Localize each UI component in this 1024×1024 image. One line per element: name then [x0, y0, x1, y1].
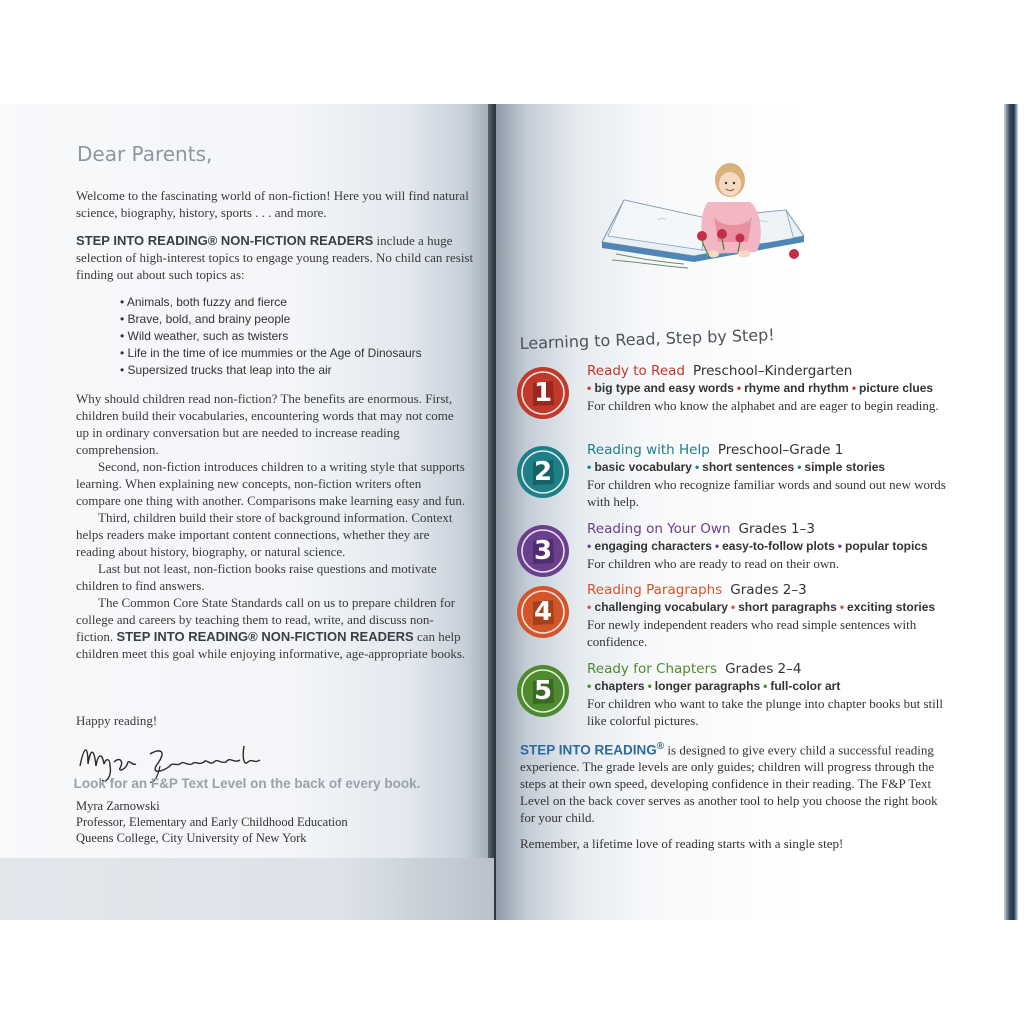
girl-reading-book-illustration [598, 158, 810, 276]
level-4-text [587, 581, 947, 650]
brand-name-inline: STEP INTO READING® NON-FICTION READERS [116, 629, 414, 644]
level-1-description: For children who know the alphabet and are eager to begin reading. [587, 398, 939, 413]
sign-off: Happy reading! [76, 713, 158, 728]
body-paragraph-4: Last but not least, non-fiction books raise questions and motivate children to find answers. [76, 561, 437, 593]
feature: popular topics [845, 539, 928, 553]
body-paragraph-3: Third, children build their store of background information. Context helps readers make important content connections, whether they are reading about history, biography, or natural science. [76, 510, 453, 559]
level-4-description: For newly independent readers who read simple sentences with confidence. [587, 617, 917, 649]
author-name: Myra Zarnowski [76, 799, 160, 813]
greeting-heading: Dear Parents, [77, 142, 213, 166]
step-4-number: 4 [533, 597, 553, 627]
reading-level-4 [516, 581, 956, 653]
level-2-text [587, 441, 947, 510]
footer-band [0, 858, 494, 920]
topic-item: • Brave, bold, and brainy people [120, 311, 422, 328]
body-paragraph-1: Why should children read non-fiction? The benefits are enormous. First, children build their vocabularies, encountering words that may not come up in ordinary conversation but are needed to increase reading comprehension. [76, 391, 454, 457]
level-3-features: • engaging characters • easy-to-follow plots • popular topics [587, 539, 928, 553]
step-1-number: 1 [533, 378, 553, 408]
level-2-heading [587, 441, 947, 459]
level-4-grades: Grades 2–3 [730, 582, 807, 598]
body-paragraph-5 [76, 594, 468, 662]
level-3-name: Reading on Your Own [587, 521, 731, 537]
step-2-number: 2 [533, 457, 553, 487]
closing-text: is designed to give every child a successful reading experience. The grade levels are only guides; children will progress through the steps at their own speed, developing confidence in their reading. The F&P Text Level on the back cover serves as another tool to help you choose the right book for your child. [520, 742, 938, 826]
feature: easy-to-follow plots [722, 539, 835, 553]
topic-item: • Wild weather, such as twisters [120, 328, 422, 345]
feature: picture clues [859, 381, 934, 395]
level-5-grades: Grades 2–4 [725, 661, 802, 677]
cover-edge [1004, 104, 1018, 920]
footer-band-text: Look for an F&P Text Level on the back of every book. [73, 776, 421, 791]
reading-level-1 [516, 362, 956, 434]
feature: basic vocabulary [594, 460, 692, 474]
level-2-grades: Preschool–Grade 1 [717, 442, 844, 458]
closing-paragraph [520, 738, 950, 826]
level-4-name: Reading Paragraphs [587, 582, 723, 598]
topic-item: • Life in the time of ice mummies or the Age of Dinosaurs [120, 345, 422, 362]
feature: big type and easy words [594, 381, 734, 395]
step-3-number: 3 [533, 536, 553, 566]
level-2-description: For children who recognize familiar words and sound out new words with help. [587, 477, 946, 509]
reading-level-2 [516, 441, 956, 513]
reading-level-5 [516, 660, 956, 732]
remember-line: Remember, a lifetime love of reading starts with a single step! [520, 836, 844, 851]
level-4-heading [587, 581, 947, 599]
brand-name: STEP INTO READING® NON-FICTION READERS [76, 233, 374, 248]
level-5-name: Ready for Chapters [587, 661, 718, 677]
intro-paragraph: Welcome to the fascinating world of non-fiction! Here you will find natural science, biography, history, sports . . . and more. [76, 188, 469, 220]
step-5-number: 5 [533, 676, 553, 706]
author-block [76, 798, 348, 846]
level-2-features: • basic vocabulary • short sentences • simple stories [587, 460, 886, 474]
level-5-features: • chapters • longer paragraphs • full-color art [587, 679, 841, 693]
author-title: Professor, Elementary and Early Childhood Education [76, 815, 348, 829]
feature: challenging vocabulary [594, 600, 728, 614]
level-5-description: For children who want to take the plunge into chapter books but still like colorful pictures. [587, 696, 943, 728]
author-affiliation: Queens College, City University of New York [76, 831, 307, 845]
topic-item: • Supersized trucks that leap into the air [120, 362, 422, 379]
section-title: Learning to Read, Step by Step! [519, 325, 775, 353]
body-paragraph-2: Second, non-fiction introduces children to a writing style that supports learning. When explaining new concepts, non-fiction writers often compare one thing with another. Comparisons make learning easy and fun. [76, 459, 466, 508]
level-3-heading [587, 520, 947, 538]
topics-list [120, 294, 422, 379]
registered-mark: ® [656, 741, 665, 752]
feature: longer paragraphs [654, 679, 761, 693]
feature: exciting stories [847, 600, 936, 614]
feature: short paragraphs [738, 600, 837, 614]
body-paragraph-5-start: The Common Core State Standards call on us to prepare children for college and careers by teaching them to read, write, and discuss non-fiction. [76, 595, 456, 644]
level-3-description: For children who are ready to read on their own. [587, 556, 839, 571]
level-3-text [587, 520, 947, 572]
level-5-text [587, 660, 947, 729]
level-1-grades: Preschool–Kindergarten [692, 363, 853, 379]
closing-brand: STEP INTO READING [520, 742, 657, 758]
level-2-name: Reading with Help [587, 442, 710, 458]
feature: chapters [594, 679, 645, 693]
level-4-features: • challenging vocabulary • short paragraphs • exciting stories [587, 600, 936, 614]
level-5-heading [587, 660, 947, 678]
feature: full-color art [770, 679, 841, 693]
topic-item: • Animals, both fuzzy and fierce [120, 294, 422, 311]
level-3-grades: Grades 1–3 [738, 521, 815, 537]
level-1-heading [587, 362, 947, 380]
feature: short sentences [702, 460, 795, 474]
feature: simple stories [804, 460, 886, 474]
feature: rhyme and rhythm [744, 381, 849, 395]
feature: engaging characters [594, 539, 712, 553]
level-1-name: Ready to Read [587, 363, 685, 379]
brand-intro-text: include a huge selection of high-interest topics to engage young readers. No child can resist finding out about such topics as: [76, 233, 474, 282]
level-1-features: • big type and easy words • rhyme and rhythm • picture clues [587, 381, 934, 395]
letter-body [76, 390, 468, 662]
brand-intro-paragraph [76, 232, 476, 283]
body-paragraph-5-end: can help children meet this goal while enjoying informative, age-appropriate books. [76, 629, 466, 661]
level-1-text [587, 362, 947, 414]
